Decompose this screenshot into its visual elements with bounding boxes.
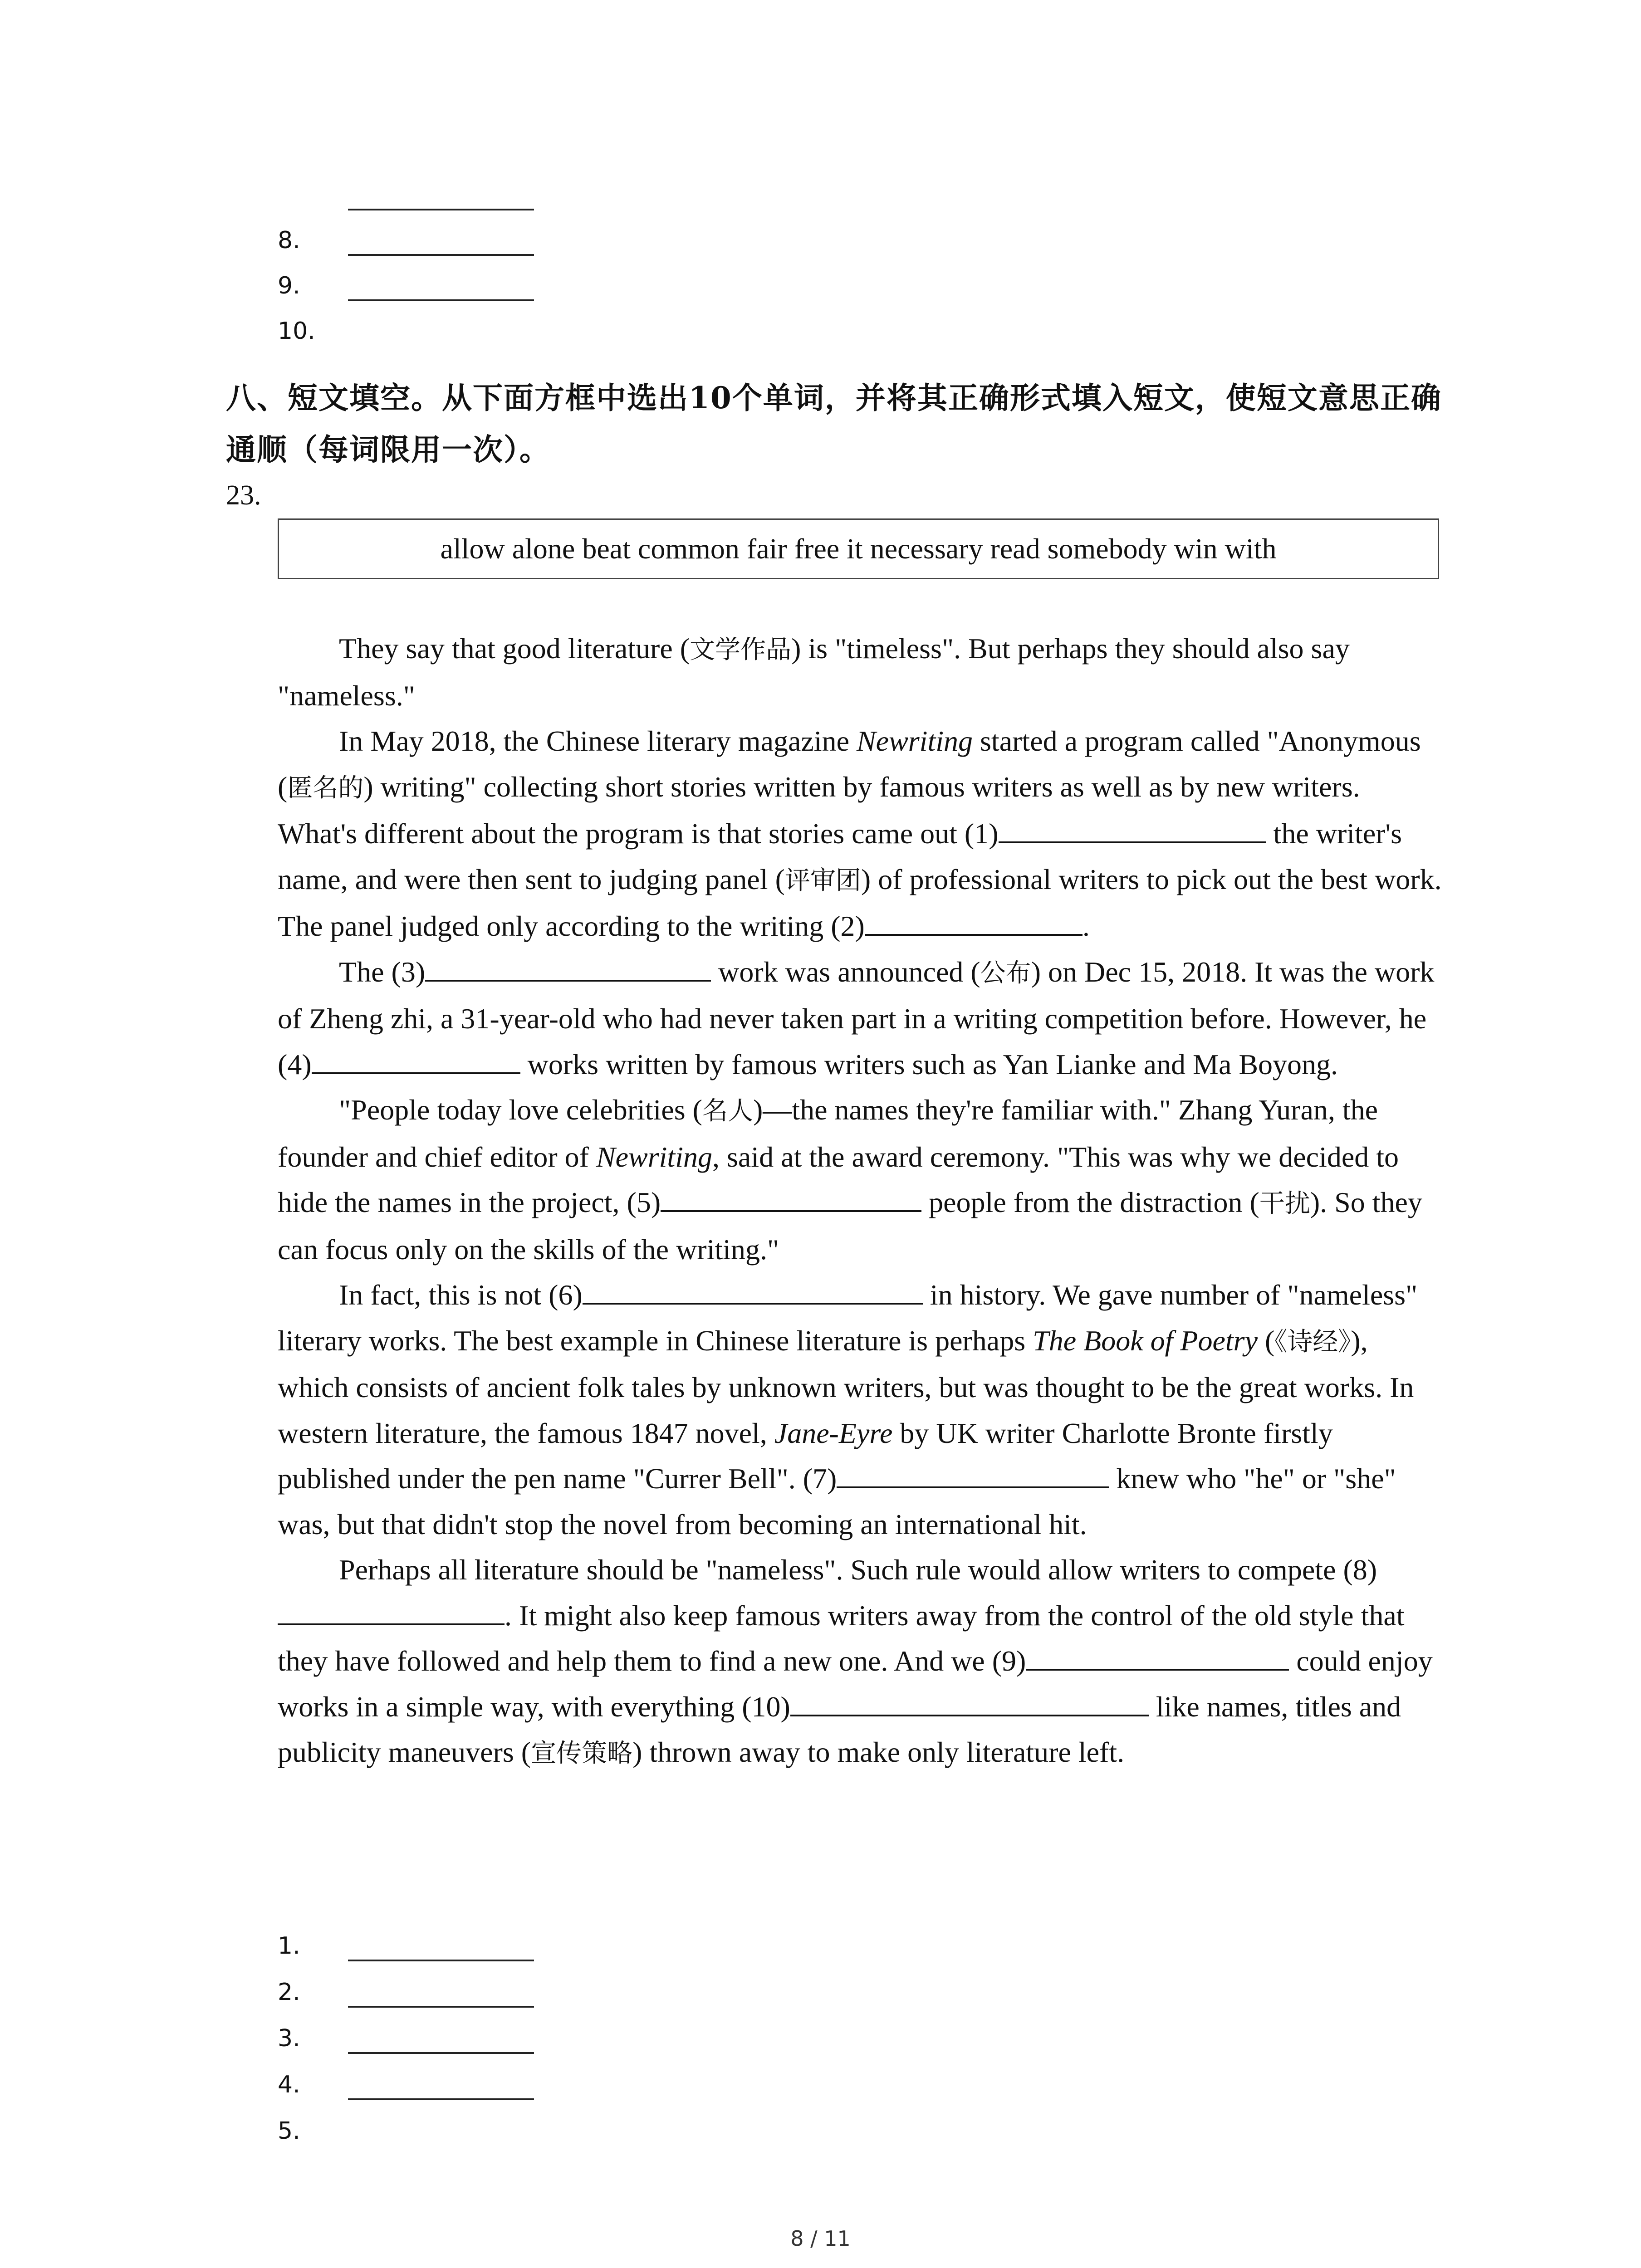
answer-number: 1. (278, 1932, 300, 1960)
blank-9[interactable] (1026, 1642, 1289, 1671)
section-title: 八、短文填空。从下面方框中选出10个单词，并将其正确形式填入短文，使短文意思正确通顺（每词限用一次）。 (226, 380, 1442, 467)
answer-blank-line[interactable] (348, 254, 534, 256)
blank-label-4: (4) (278, 1048, 312, 1080)
blank-8[interactable] (278, 1596, 505, 1625)
answer-blank-line[interactable] (348, 2098, 534, 2100)
blank-label-6: (6) (549, 1279, 583, 1311)
blank-2[interactable] (865, 907, 1083, 936)
blank-label-1: (1) (964, 817, 999, 850)
answer-row-4 (278, 2071, 867, 2116)
blank-10[interactable] (790, 1687, 1149, 1716)
blank-label-7: (7) (803, 1462, 837, 1495)
blank-4[interactable] (312, 1045, 520, 1074)
answer-blank-line[interactable] (348, 2052, 534, 2054)
answer-row-1 (278, 1932, 867, 1978)
blank-label-3: (3) (391, 955, 426, 988)
blank-6[interactable] (583, 1276, 923, 1305)
answer-number: 3. (278, 2025, 300, 2052)
answer-row-2 (278, 1979, 867, 2024)
blank-label-8: (8) (1343, 1554, 1377, 1586)
answer-row-8 (278, 227, 867, 272)
answer-number: 10. (278, 318, 315, 345)
paragraph-4: "People today love celebrities (名人)—the names they're familiar with." Zhang Yuran, the founder and chief editor of Newriting, said at the award ceremony. "This was why we decided to hide the names in the project, (5) people from the distraction (干扰). So they can focus only on the skills of the writing." (278, 1094, 1422, 1266)
answer-blank-line[interactable] (348, 299, 534, 301)
answer-row-9 (278, 272, 867, 318)
answer-number: 5. (278, 2117, 300, 2145)
blank-label-9: (9) (992, 1645, 1026, 1677)
paragraph-5: In fact, this is not (6) in history. We gave number of "nameless" literary works. The best example in Chinese literature is perhaps The Book of Poetry (《诗经》), which consists of ancient folk tales by unknown writers, but was thought to be the great works. In western literature, the famous 1847 novel, Jane-Eyre by UK writer Charlotte Bronte firstly published under the pen name "Currer Bell". (7) knew who "he" or "she" was, but that didn't stop the novel from becoming an international hit. (278, 1272, 1444, 1547)
blank-label-10: (10) (742, 1690, 790, 1723)
blank-label-2: (2) (831, 910, 865, 942)
blank-3[interactable] (425, 953, 711, 982)
paragraph-1: They say that good literature (文学作品) is "timeless". But perhaps they should also say "nameless." (278, 632, 1350, 712)
answer-number: 8. (278, 227, 300, 254)
answer-row-10 (278, 318, 867, 363)
novel-title: Jane-Eyre (774, 1417, 893, 1449)
blank-7[interactable] (837, 1459, 1109, 1488)
question-number: 23. (226, 480, 261, 511)
answer-blank-line[interactable] (348, 1960, 534, 1961)
paragraph-6: Perhaps all literature should be "nameless". Such rule would allow writers to compete (8). It might also keep famous writers away from the control of the old style that they have followed and help them to find a new one. And we (9) could enjoy works in a simple way, with everything (10) like names, titles and publicity maneuvers (宣传策略) thrown away to make only literature left. (278, 1554, 1433, 1768)
magazine-name: Newriting (856, 725, 973, 757)
paragraph-2: In May 2018, the Chinese literary magazine Newriting started a program called "Anonymous (匿名的) writing" collecting short stories written by famous writers as well as by new writers. What's different about the program is that stories came out (1) the writer's name, and were then sent to judging panel (评审团) of professional writers to pick out the best work. The panel judged only according to the writing (2) . (278, 725, 1442, 942)
paragraph-3: The (3) work was announced (公布) on Dec 15, 2018. It was the work of Zheng zhi, a 31-year-old who had never taken part in a writing competition before. However, he (4) works written by famous writers such as Yan Lianke and Ma Boyong. (278, 949, 1444, 1088)
answer-row-3 (278, 2025, 867, 2070)
blank-label-5: (5) (627, 1186, 661, 1218)
passage (278, 626, 1444, 1777)
book-title: The Book of Poetry (1033, 1324, 1258, 1357)
word-bank-box: allow alone beat common fair free it necessary read somebody win with (278, 518, 1439, 579)
answer-number: 9. (278, 272, 300, 299)
answer-number: 4. (278, 2071, 300, 2098)
answer-blank-line[interactable] (348, 209, 534, 210)
answer-blank-line[interactable] (348, 2006, 534, 2008)
page-number: 8 / 11 (790, 2226, 851, 2251)
blank-1[interactable] (999, 814, 1266, 843)
magazine-name: Newriting (596, 1140, 712, 1173)
blank-5[interactable] (661, 1183, 921, 1212)
answer-number: 2. (278, 1979, 300, 2006)
answer-row-5 (278, 2117, 867, 2163)
